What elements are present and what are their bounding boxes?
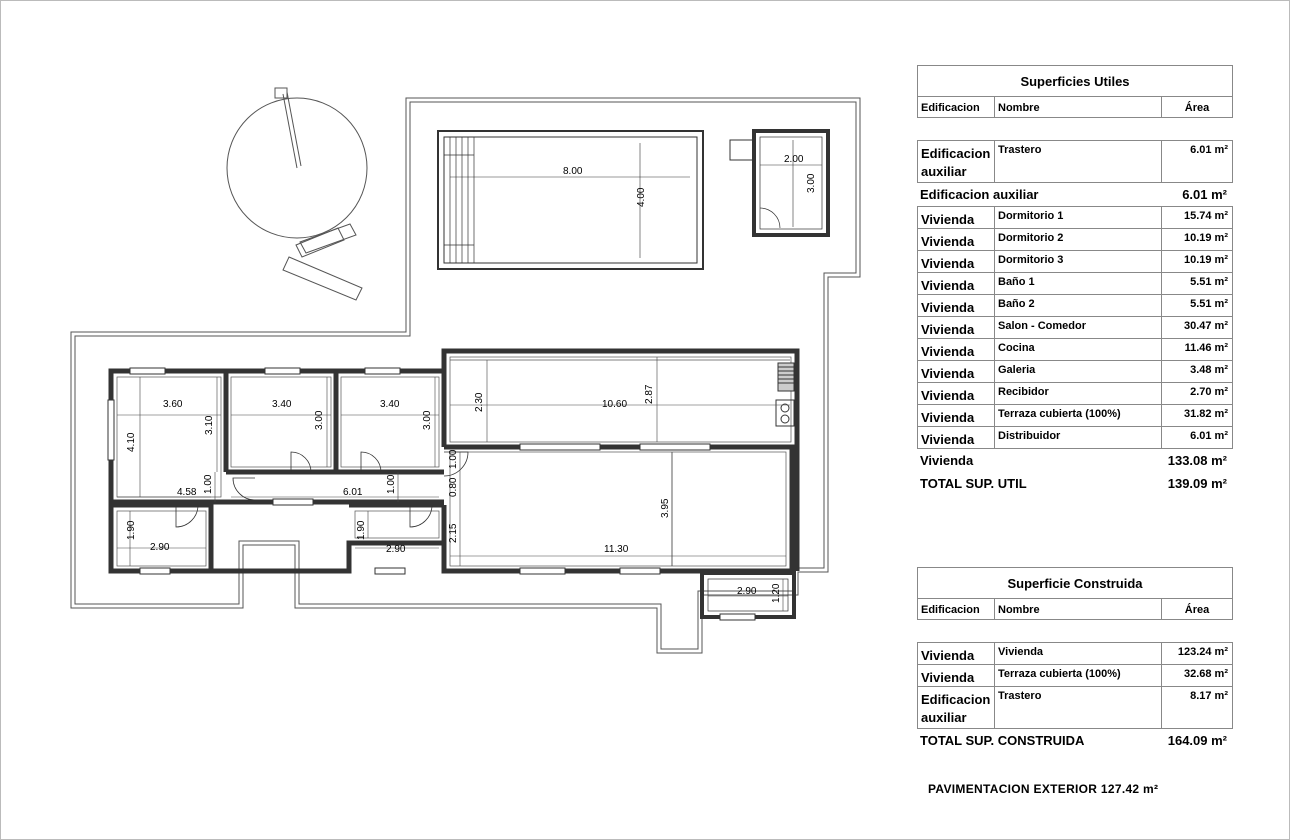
table-row [917, 251, 1233, 273]
total-label: TOTAL SUP. CONSTRUIDA [920, 732, 1085, 748]
utiles-aux-subtotal [917, 183, 1233, 206]
sun-loungers [283, 224, 362, 300]
row-edificacion: Vivienda [918, 643, 995, 664]
row-nombre: Trastero [995, 141, 1162, 182]
row-nombre: Distribuidor [995, 427, 1162, 448]
row-edificacion: Vivienda [918, 405, 995, 426]
dim-store-depth: 3.00 [806, 173, 817, 193]
row-nombre: Galeria [995, 361, 1162, 382]
dim-bath2-height: 1.90 [356, 520, 367, 540]
total-value: 164.09 m² [1167, 732, 1227, 748]
dim-bath1-height: 1.90 [126, 520, 137, 540]
utiles-header-edificacion: Edificacion [918, 97, 995, 117]
table-row [917, 383, 1233, 405]
utiles-header-area: Área [1184, 102, 1210, 114]
row-nombre: Terraza cubierta (100%) [995, 405, 1162, 426]
total-label: TOTAL SUP. UTIL [920, 475, 1027, 491]
dim-pool-width: 4.00 [636, 187, 647, 207]
row-edificacion: Vivienda [918, 273, 995, 294]
utiles-table [917, 65, 1233, 494]
construida-header [917, 599, 1233, 620]
row-area: 32.68 m² [1183, 668, 1228, 680]
row-edificacion: Vivienda [918, 295, 995, 316]
row-edificacion: Vivienda [918, 207, 995, 228]
row-area: 15.74 m² [1183, 210, 1228, 222]
swimming-pool [438, 131, 703, 269]
row-area: 11.46 m² [1184, 342, 1228, 354]
dim-terrace-depth: 2.30 [474, 392, 485, 412]
row-area: 10.19 m² [1183, 232, 1228, 244]
dim-room2-height: 3.00 [314, 410, 325, 430]
subtotal-label: Vivienda [920, 453, 974, 468]
table-row [917, 665, 1233, 687]
row-area: 8.17 m² [1190, 690, 1228, 702]
dim-gallery-width: 2.90 [737, 586, 757, 597]
utiles-aux-rows [917, 140, 1233, 183]
dim-pool-length: 8.00 [563, 166, 583, 177]
table-row [917, 207, 1233, 229]
row-nombre: Baño 2 [995, 295, 1162, 316]
table-row [917, 295, 1233, 317]
row-edificacion: Vivienda [918, 251, 995, 272]
dim-living-length: 11.30 [604, 544, 629, 555]
construida-total [917, 729, 1233, 751]
table-row [917, 643, 1233, 665]
dim-room3-height: 3.00 [422, 410, 433, 430]
construida-header-nombre: Nombre [995, 599, 1162, 619]
dim-gallery-depth: 1.20 [771, 583, 782, 603]
dim-corridor-width1: 1.00 [203, 474, 214, 494]
subtotal-value: 133.08 m² [1167, 453, 1227, 468]
row-area: 6.01 m² [1190, 430, 1228, 442]
utiles-title: Superficies Utiles [917, 65, 1233, 97]
utiles-header [917, 97, 1233, 118]
table-row [917, 405, 1233, 427]
dim-terrace-depth2: 2.87 [644, 384, 655, 404]
table-row [917, 273, 1233, 295]
row-edificacion: Vivienda [918, 665, 995, 686]
row-edificacion: Vivienda [918, 361, 995, 382]
utiles-viv-subtotal [917, 449, 1233, 472]
dim-store-width: 2.00 [784, 154, 804, 165]
dim-hall-gap: 0.80 [448, 477, 459, 497]
row-area: 123.24 m² [1177, 646, 1228, 658]
row-nombre: Cocina [995, 339, 1162, 360]
row-edificacion: Vivienda [918, 229, 995, 250]
row-area: 5.51 m² [1190, 276, 1228, 288]
row-area: 10.19 m² [1183, 254, 1228, 266]
dim-terrace-length: 10.60 [602, 399, 628, 410]
dim-bath2-width: 2.90 [386, 544, 406, 555]
row-edificacion: Edificacion auxiliar [918, 141, 995, 182]
row-edificacion: Edificacion auxiliar [918, 687, 995, 728]
table-row [917, 361, 1233, 383]
construida-table [917, 567, 1233, 751]
table-row [917, 141, 1233, 183]
dim-corridor-width2: 1.00 [386, 474, 397, 494]
table-row [917, 229, 1233, 251]
dim-room1-height: 3.10 [204, 415, 215, 435]
row-area: 30.47 m² [1183, 320, 1228, 332]
row-nombre: Dormitorio 3 [995, 251, 1162, 272]
subtotal-value: 6.01 m² [1182, 187, 1227, 202]
row-nombre: Dormitorio 1 [995, 207, 1162, 228]
dim-hall-width: 1.00 [448, 449, 459, 469]
table-row [917, 427, 1233, 449]
subtotal-label: Edificacion auxiliar [920, 187, 1039, 202]
construida-rows [917, 642, 1233, 729]
pavimentacion-exterior: PAVIMENTACION EXTERIOR 127.42 m² [928, 782, 1159, 796]
table-row [917, 687, 1233, 729]
dim-room3-width: 3.40 [380, 399, 400, 410]
row-nombre: Trastero [995, 687, 1162, 728]
dim-left-height: 4.10 [126, 432, 137, 452]
dim-room2-width: 3.40 [272, 399, 292, 410]
row-area: 3.48 m² [1190, 364, 1228, 376]
row-edificacion: Vivienda [918, 427, 995, 448]
row-area: 2.70 m² [1190, 386, 1228, 398]
row-nombre: Baño 1 [995, 273, 1162, 294]
table-row [917, 339, 1233, 361]
dim-living-depth: 3.95 [660, 498, 671, 518]
row-nombre: Recibidor [995, 383, 1162, 404]
row-area: 5.51 m² [1190, 298, 1228, 310]
row-nombre: Dormitorio 2 [995, 229, 1162, 250]
row-nombre: Salon - Comedor [995, 317, 1162, 338]
dim-corridor-left-width: 4.58 [177, 487, 197, 498]
dim-room1-width: 3.60 [163, 399, 183, 410]
row-edificacion: Vivienda [918, 339, 995, 360]
row-edificacion: Vivienda [918, 383, 995, 404]
round-pool [227, 88, 367, 238]
dimension-labels [126, 154, 817, 603]
row-edificacion: Vivienda [918, 317, 995, 338]
construida-title: Superficie Construida [917, 567, 1233, 599]
utiles-viv-rows [917, 206, 1233, 449]
row-area: 31.82 m² [1183, 408, 1228, 420]
table-row [917, 317, 1233, 339]
dim-living-depth-left: 2.15 [448, 523, 459, 543]
construida-header-edificacion: Edificacion [918, 599, 995, 619]
row-nombre: Vivienda [995, 643, 1162, 664]
utiles-total [917, 472, 1233, 494]
dim-bath1-width: 2.90 [150, 542, 170, 553]
row-area: 6.01 m² [1190, 144, 1228, 156]
total-value: 139.09 m² [1167, 475, 1227, 491]
dim-corridor-length: 6.01 [343, 487, 363, 498]
row-nombre: Terraza cubierta (100%) [995, 665, 1162, 686]
construida-header-area: Área [1184, 604, 1210, 616]
utiles-header-nombre: Nombre [995, 97, 1162, 117]
door-swings [176, 452, 468, 527]
